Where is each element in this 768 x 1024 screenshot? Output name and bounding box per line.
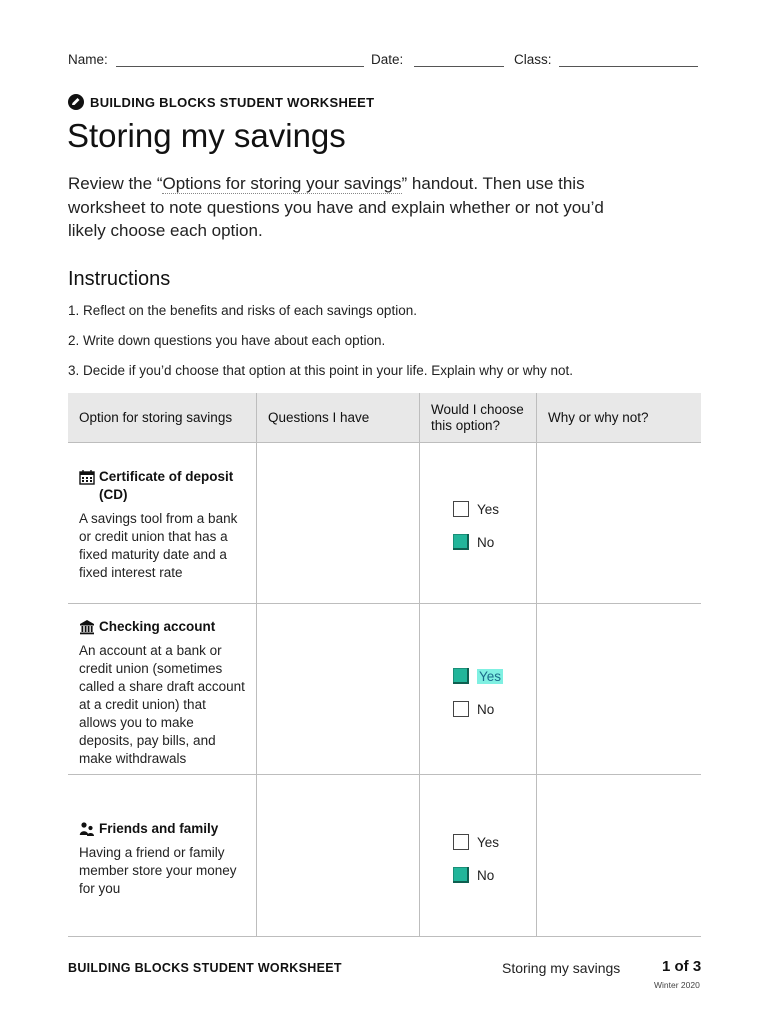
option-title-row — [79, 618, 251, 636]
yes-checkbox[interactable] — [453, 668, 469, 684]
header-option: Option for storing savings — [79, 409, 233, 425]
no-label: No — [477, 867, 495, 883]
table-row-friends — [79, 820, 251, 898]
instruction-step: 1. Reflect on the benefits and risks of each savings option. — [68, 303, 417, 318]
table-row-checking — [79, 618, 251, 768]
instructions-heading: Instructions — [68, 268, 171, 290]
yes-option[interactable] — [453, 832, 563, 852]
yes-option[interactable] — [453, 499, 563, 519]
savings-options-table — [68, 393, 701, 937]
instructions-list — [68, 300, 573, 390]
intro-before: Review the “ — [68, 174, 163, 193]
option-title-row — [79, 468, 251, 504]
footer-title: Storing my savings — [502, 960, 621, 976]
column-divider — [419, 393, 420, 937]
name-label: Name: — [68, 52, 108, 67]
option-title-row — [79, 820, 251, 838]
option-title: Certificate of deposit (CD) — [99, 469, 234, 502]
page-title: Storing my savings — [67, 117, 346, 154]
option-description: An account at a bank or credit union (sometimes called a share draft account at a credit union) that allows you to make deposits, pay bills, and make withdrawals — [79, 643, 245, 766]
choice-checking — [453, 666, 563, 732]
no-checkbox[interactable] — [453, 867, 469, 883]
page-number: 1 of 3 — [662, 958, 702, 975]
header-choose: Would I choose this option? — [431, 401, 524, 433]
choice-friends — [453, 832, 563, 898]
yes-label: Yes — [479, 668, 502, 684]
brand — [68, 93, 374, 111]
calendar-icon — [79, 469, 95, 485]
no-label: No — [477, 534, 495, 550]
footer-brand: BUILDING BLOCKS STUDENT WORKSHEET — [68, 961, 342, 975]
yes-label: Yes — [477, 834, 500, 850]
row-divider — [68, 774, 701, 775]
name-field[interactable] — [116, 66, 364, 67]
yes-checkbox[interactable] — [453, 834, 469, 850]
edition-date: Winter 2020 — [654, 980, 700, 990]
instruction-step: 3. Decide if you’d choose that option at this point in your life. Explain why or why not. — [68, 363, 574, 378]
choice-cd — [453, 499, 563, 565]
intro-text — [68, 172, 608, 243]
no-option[interactable] — [453, 699, 563, 719]
yes-label: Yes — [477, 501, 500, 517]
option-description: Having a friend or family member store your money for you — [79, 845, 237, 896]
class-field[interactable] — [559, 66, 698, 67]
no-option[interactable] — [453, 532, 563, 552]
option-description: A savings tool from a bank or credit union that has a fixed maturity date and a fixed interest rate — [79, 511, 238, 580]
yes-option[interactable] — [453, 666, 563, 686]
table-header — [68, 393, 701, 443]
no-option[interactable] — [453, 865, 563, 885]
row-divider — [68, 936, 701, 937]
handout-link[interactable]: Options for storing your savings — [162, 174, 402, 193]
no-label: No — [477, 701, 495, 717]
row-divider — [68, 603, 701, 604]
option-title: Checking account — [99, 619, 216, 634]
no-checkbox[interactable] — [453, 534, 469, 550]
student-info-line — [68, 50, 698, 70]
intro-after: ” handout. Then use this worksheet to note questions you have and explain whether or not you’d likely choose each option. — [68, 174, 604, 240]
no-checkbox[interactable] — [453, 701, 469, 717]
pencil-icon — [68, 94, 84, 110]
header-questions: Questions I have — [268, 409, 370, 425]
instruction-step: 2. Write down questions you have about each option. — [68, 333, 386, 348]
brand-label: BUILDING BLOCKS STUDENT WORKSHEET — [90, 94, 375, 110]
bank-icon — [79, 619, 95, 635]
people-icon — [79, 821, 95, 837]
date-field[interactable] — [414, 66, 504, 67]
yes-checkbox[interactable] — [453, 501, 469, 517]
date-label: Date: — [371, 52, 404, 67]
column-divider — [256, 393, 257, 937]
option-title: Friends and family — [99, 821, 219, 836]
table-row-cd — [79, 468, 251, 582]
header-why: Why or why not? — [548, 409, 649, 425]
class-label: Class: — [514, 52, 552, 67]
